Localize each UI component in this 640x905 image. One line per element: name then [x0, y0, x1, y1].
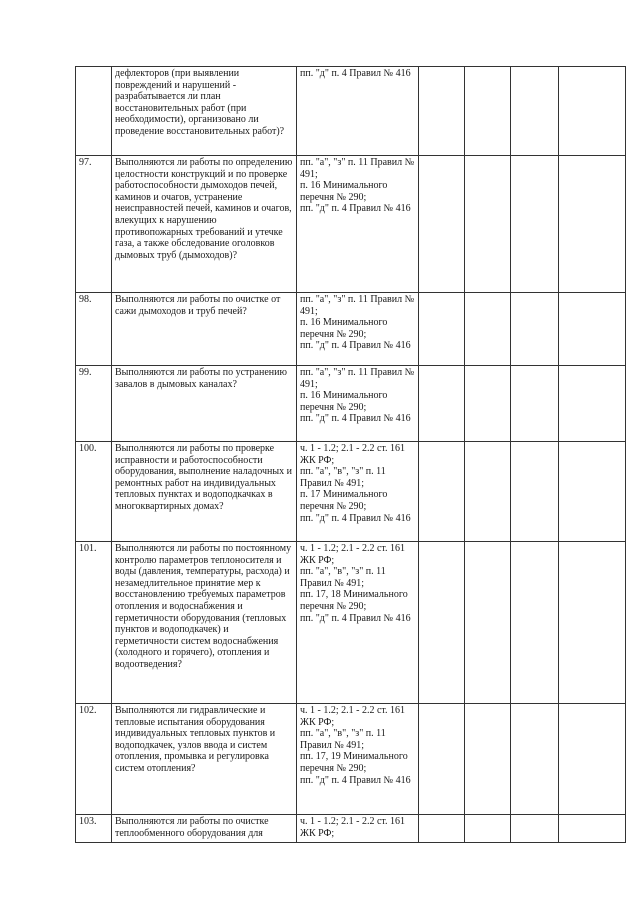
answer-na-cell[interactable] [511, 293, 559, 366]
answer-no-cell[interactable] [465, 293, 511, 366]
answer-yes-cell[interactable] [419, 704, 465, 815]
answer-no-cell[interactable] [465, 67, 511, 156]
note-cell[interactable] [559, 542, 626, 704]
answer-yes-cell[interactable] [419, 366, 465, 442]
row-question: Выполняются ли работы по устранению завалов в дымовых каналах? [112, 366, 297, 442]
answer-na-cell[interactable] [511, 704, 559, 815]
note-cell[interactable] [559, 815, 626, 843]
row-legal-reference: ч. 1 - 1.2; 2.1 - 2.2 ст. 161 ЖК РФ; [297, 815, 419, 843]
answer-na-cell[interactable] [511, 442, 559, 542]
answer-no-cell[interactable] [465, 156, 511, 293]
row-legal-reference: ч. 1 - 1.2; 2.1 - 2.2 ст. 161 ЖК РФ; пп. "а", "в", "з" п. 11 Правил № 491; пп. 17, 19 Минимального перечня № 290; пп. "д" п. 4 Правил № 416 [297, 704, 419, 815]
answer-no-cell[interactable] [465, 542, 511, 704]
note-cell[interactable] [559, 442, 626, 542]
row-number: 102. [76, 704, 112, 815]
answer-na-cell[interactable] [511, 67, 559, 156]
answer-yes-cell[interactable] [419, 293, 465, 366]
row-legal-reference: пп. "д" п. 4 Правил № 416 [297, 67, 419, 156]
answer-yes-cell[interactable] [419, 67, 465, 156]
table-row [76, 366, 626, 442]
answer-no-cell[interactable] [465, 815, 511, 843]
row-question: Выполняются ли работы по проверке исправности и работоспособности оборудования, выполнение наладочных и ремонтных работ на индивидуальных тепловых пунктах и водоподкачках в многоквартирных домах? [112, 442, 297, 542]
table-row [76, 442, 626, 542]
row-question: Выполняются ли гидравлические и тепловые испытания оборудования индивидуальных тепловых пунктов и водоподкачек, узлов ввода и систем отопления, промывка и регулировка систем отопления? [112, 704, 297, 815]
row-question: Выполняются ли работы по очистке от сажи дымоходов и труб печей? [112, 293, 297, 366]
row-legal-reference: ч. 1 - 1.2; 2.1 - 2.2 ст. 161 ЖК РФ; пп. "а", "в", "з" п. 11 Правил № 491; п. 17 Минимального перечня № 290; пп. "д" п. 4 Правил № 416 [297, 442, 419, 542]
row-question: Выполняются ли работы по определению целостности конструкций и по проверке работоспособности дымоходов печей, каминов и очагов, устранение неисправностей печей, каминов и очагов, влекущих к нарушению противопожарных требований и утечке газа, а также обследование оголовков дымовых труб (дымоходов)? [112, 156, 297, 293]
table-row [76, 815, 626, 843]
answer-yes-cell[interactable] [419, 156, 465, 293]
note-cell[interactable] [559, 704, 626, 815]
table-row [76, 542, 626, 704]
row-number: 103. [76, 815, 112, 843]
note-cell[interactable] [559, 156, 626, 293]
row-number: 97. [76, 156, 112, 293]
answer-na-cell[interactable] [511, 815, 559, 843]
answer-na-cell[interactable] [511, 542, 559, 704]
table-row [76, 704, 626, 815]
row-legal-reference: пп. "а", "з" п. 11 Правил № 491; п. 16 Минимального перечня № 290; пп. "д" п. 4 Правил № 416 [297, 366, 419, 442]
answer-na-cell[interactable] [511, 156, 559, 293]
table-row [76, 293, 626, 366]
row-legal-reference: пп. "а", "з" п. 11 Правил № 491; п. 16 Минимального перечня № 290; пп. "д" п. 4 Правил № 416 [297, 293, 419, 366]
answer-yes-cell[interactable] [419, 542, 465, 704]
table-row [76, 156, 626, 293]
row-question: дефлекторов (при выявлении повреждений и нарушений - разрабатывается ли план восстановительных работ (при необходимости), организовано ли проведение восстановительных работ)? [112, 67, 297, 156]
row-number: 98. [76, 293, 112, 366]
note-cell[interactable] [559, 67, 626, 156]
answer-no-cell[interactable] [465, 704, 511, 815]
row-number: 99. [76, 366, 112, 442]
row-legal-reference: ч. 1 - 1.2; 2.1 - 2.2 ст. 161 ЖК РФ; пп. "а", "в", "з" п. 11 Правил № 491; пп. 17, 18 Минимального перечня № 290; пп. "д" п. 4 Правил № 416 [297, 542, 419, 704]
note-cell[interactable] [559, 293, 626, 366]
row-number [76, 67, 112, 156]
answer-na-cell[interactable] [511, 366, 559, 442]
note-cell[interactable] [559, 366, 626, 442]
row-question: Выполняются ли работы по постоянному контролю параметров теплоносителя и воды (давления, температуры, расхода) и незамедлительное принятие мер к восстановлению требуемых параметров отопления и водоснабжения и герметичности оборудования (тепловых пунктов и водоподкачек) и герметичности систем водоснабжения (холодного и горячего), отопления и водоотведения? [112, 542, 297, 704]
row-question: Выполняются ли работы по очистке теплообменного оборудования для [112, 815, 297, 843]
table-row [76, 67, 626, 156]
answer-yes-cell[interactable] [419, 815, 465, 843]
row-number: 100. [76, 442, 112, 542]
answer-no-cell[interactable] [465, 442, 511, 542]
row-legal-reference: пп. "а", "з" п. 11 Правил № 491; п. 16 Минимального перечня № 290; пп. "д" п. 4 Правил № 416 [297, 156, 419, 293]
answer-yes-cell[interactable] [419, 442, 465, 542]
row-number: 101. [76, 542, 112, 704]
answer-no-cell[interactable] [465, 366, 511, 442]
checklist-table [75, 66, 626, 843]
